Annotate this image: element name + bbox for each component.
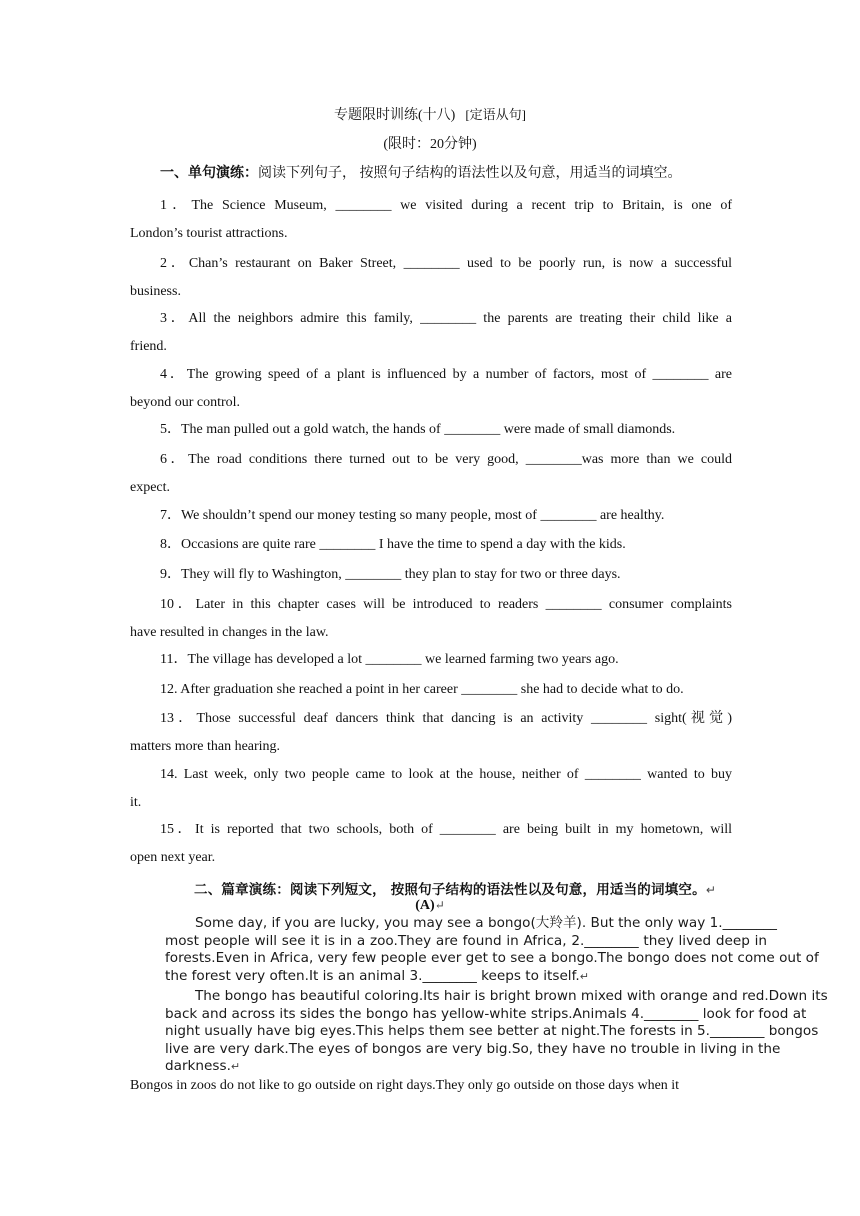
question-text-continued: London’s tourist attractions. <box>130 226 288 241</box>
return-mark-icon: ↵ <box>230 1060 241 1073</box>
return-mark-icon: ↵ <box>434 898 445 912</box>
question-text: 10．Later in this chapter cases will be introduced to readers ________ consumer complaints <box>160 597 732 612</box>
question-text-continued: it. <box>130 795 142 810</box>
question-text-continued: beyond our control. <box>130 395 241 410</box>
question-item <box>130 646 732 674</box>
section2-heading <box>194 878 784 898</box>
passage-line: the forest very often.It is an animal 3.________ keeps to itself.↵ <box>165 967 589 984</box>
question-text: 2．Chan’s restaurant on Baker Street, ________ used to be poorly run, is now a successful <box>160 256 732 271</box>
passage-line: The bongo has beautiful coloring.Its hair is bright brown mixed with orange and red.Down its <box>195 988 828 1004</box>
question-text: 11．The village has developed a lot ________ we learned farming two years ago. <box>160 652 619 667</box>
passage-line: night usually have big eyes.This helps them see better at night.The forests in 5.________ bongos <box>165 1023 819 1039</box>
question-text: 1．The Science Museum, ________ we visited during a recent trip to Britain, is one of <box>160 198 732 213</box>
question-text: 3．All the neighbors admire this family, ________ the parents are treating their child like a <box>160 311 732 326</box>
question-item <box>130 416 732 444</box>
passage-line: Some day, if you are lucky, you may see a bongo(大羚羊). But the only way 1.________ <box>195 915 777 931</box>
document-title <box>0 104 860 124</box>
section2-text: 二、篇章演练：阅读下列短文， 按照句子结构的语法性以及句意，用适当的词填空。 <box>194 882 706 898</box>
passage-paragraph-1 <box>165 915 819 985</box>
question-item <box>130 591 732 647</box>
question-item <box>130 361 732 417</box>
question-item <box>130 676 732 704</box>
section1-heading <box>160 162 760 182</box>
section1-label: 一、单句演练： <box>160 166 258 181</box>
passage-tail-line: Bongos in zoos do not like to go outside on right days.They only go outside on those days when it <box>130 1078 680 1093</box>
question-item <box>130 192 732 248</box>
question-text: 13．Those successful deaf dancers think that dancing is an activity ________ sight(视觉) <box>160 711 732 726</box>
section1-instruction: 阅读下列句子， 按照句子结构的语法性以及句意，用适当的词填空。 <box>258 166 682 181</box>
topic-tag: [定语从句] <box>465 107 526 122</box>
passage-label-text: (A) <box>415 898 435 913</box>
question-text: 14. Last week, only two people came to look at the house, neither of ________ wanted to buy <box>160 767 732 782</box>
passage-line: most people will see it is in a zoo.They are found in Africa, 2.________ they lived deep in <box>165 932 767 949</box>
question-text: 15．It is reported that two schools, both of ________ are being built in my hometown, will <box>160 822 732 837</box>
question-text-continued: business. <box>130 284 181 299</box>
return-mark-icon: ↵ <box>579 969 589 983</box>
passage-line: live are very dark.The eyes of bongos are very big.So, they have no trouble in living in the <box>165 1040 781 1057</box>
title-text: 专题限时训练(十八) <box>334 108 456 123</box>
question-text: 12. After graduation she reached a point in her career ________ she had to decide what to do. <box>160 682 684 697</box>
question-item <box>130 446 732 502</box>
question-text: 8．Occasions are quite rare ________ I have the time to spend a day with the kids. <box>160 537 626 552</box>
question-item <box>130 561 732 589</box>
question-text-continued: open next year. <box>130 850 216 865</box>
passage-line: forests.Even in Africa, very few people ever get to see a bongo.The bongo does not come out of <box>165 950 819 966</box>
return-mark-icon: ↵ <box>705 883 717 897</box>
question-item <box>130 761 732 817</box>
question-text-continued: expect. <box>130 480 171 495</box>
question-item <box>130 705 732 761</box>
time-limit: (限时：20分钟) <box>383 137 477 152</box>
question-item <box>130 305 732 361</box>
question-item <box>130 816 732 872</box>
question-text-continued: have resulted in changes in the law. <box>130 625 329 640</box>
question-text: 7．We shouldn’t spend our money testing so many people, most of ________ are healthy. <box>160 508 665 523</box>
question-text: 4．The growing speed of a plant is influenced by a number of factors, most of ________ are <box>160 367 732 382</box>
question-text: 6．The road conditions there turned out to be very good, ________was more than we could <box>160 452 732 467</box>
question-item <box>130 250 732 306</box>
passage-line: darkness.↵ <box>165 1058 241 1074</box>
question-text-continued: matters more than hearing. <box>130 739 281 754</box>
question-text: 5．The man pulled out a gold watch, the hands of ________ were made of small diamonds. <box>160 422 676 437</box>
question-item <box>130 502 732 530</box>
passage-label <box>0 898 860 914</box>
passage-paragraph-2 <box>165 988 828 1076</box>
passage-line: back and across its sides the bongo has yellow-white strips.Animals 4.________ look for food at <box>165 1005 807 1022</box>
question-text: 9．They will fly to Washington, ________ they plan to stay for two or three days. <box>160 567 621 582</box>
question-item <box>130 531 732 559</box>
question-text-continued: friend. <box>130 339 167 354</box>
